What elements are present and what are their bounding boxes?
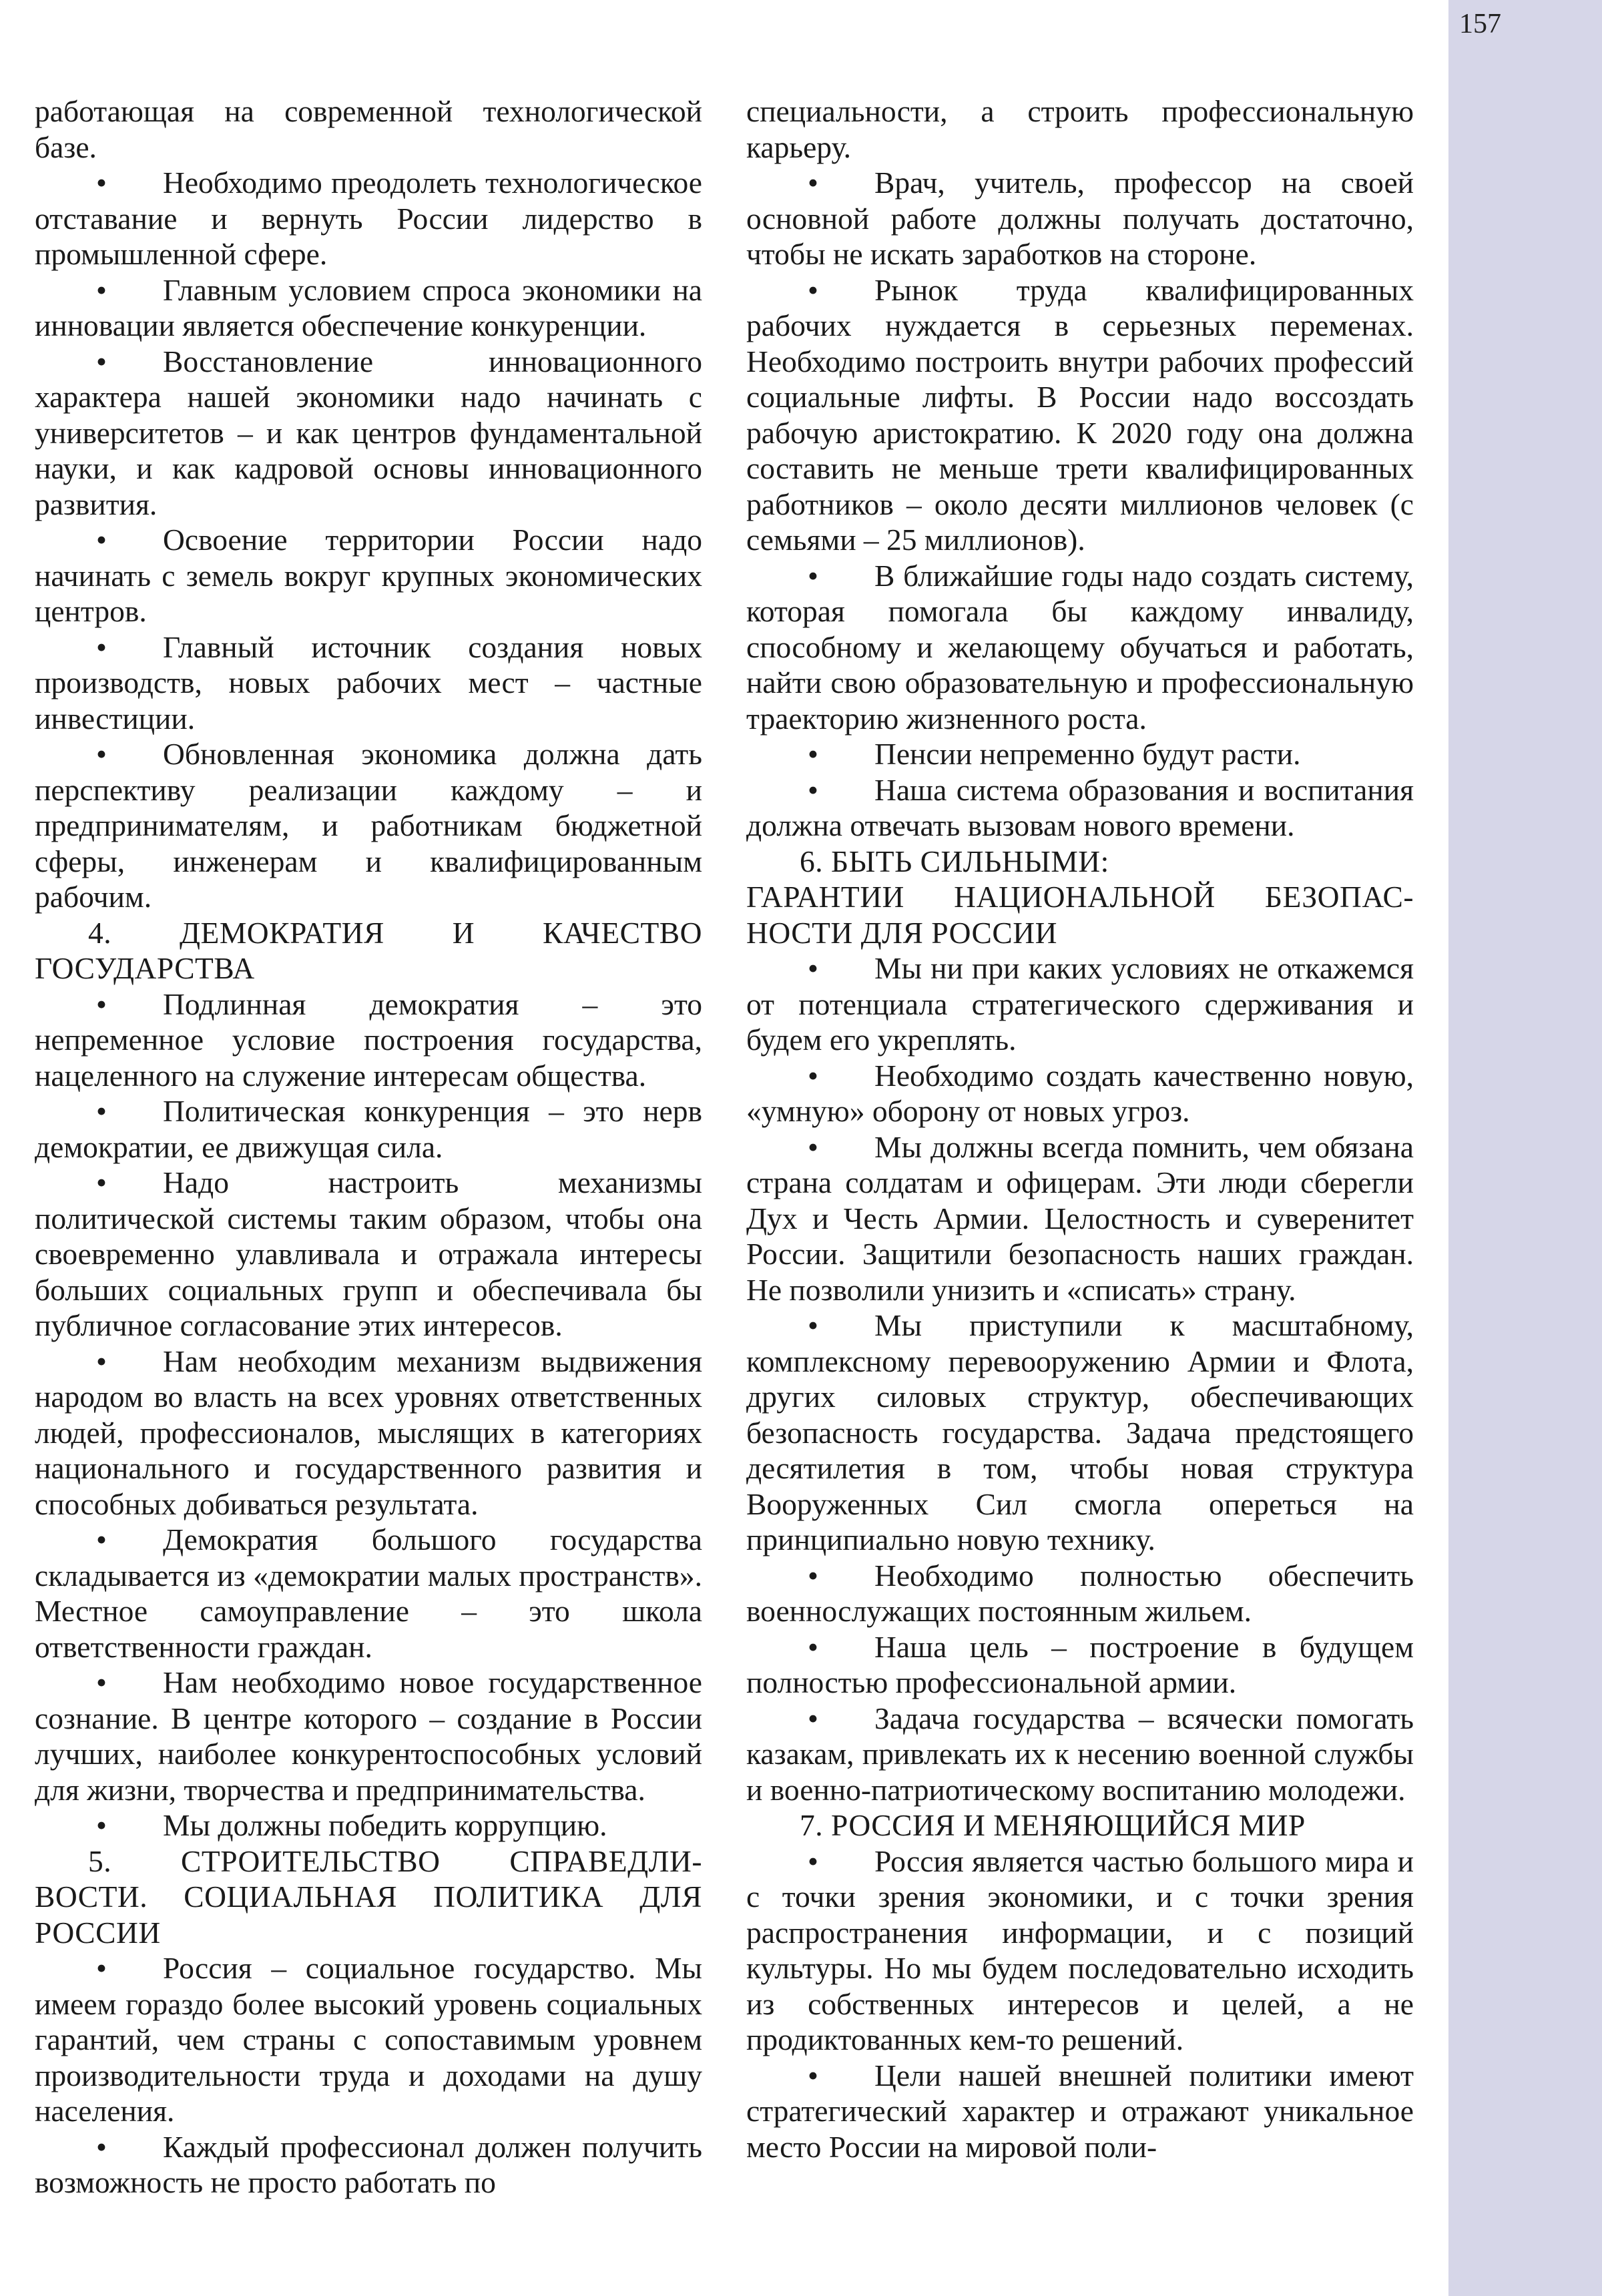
bullet-icon: • <box>96 1344 107 1378</box>
bullet-icon: • <box>96 1165 107 1199</box>
bullet-icon: • <box>96 629 107 664</box>
section-heading-6-line-2: ГАРАНТИИ НАЦИОНАЛЬНОЙ БЕЗОПАС- <box>746 880 1414 914</box>
bullet-icon: • <box>808 951 818 985</box>
list-item: • Наша система образования и воспитания должна отвечать вызовам нового времени. <box>746 772 1414 842</box>
list-item: • Врач, учитель, профессор на своей основной работе должны получать достаточно, чтобы не искать заработков на стороне. <box>746 166 1414 271</box>
list-item: • Задача государства – всячески помогать казакам, привлекать их к несению военной службы и военно-патриотическому воспитанию молодежи. <box>746 1701 1414 1807</box>
list-item: • Мы должны победить коррупцию. <box>96 1808 607 1842</box>
list-item: • В ближайшие годы надо создать систему, которая помогала бы каждому инвалиду, способному и желающему обучаться и работать, найти свою образовательную и профессиональную траекторию жизненного роста. <box>746 558 1414 736</box>
section-heading-7: 7. РОССИЯ И МЕНЯЮЩИЙСЯ МИР <box>800 1808 1306 1842</box>
list-item: • Политическая конкуренция – это нерв демократии, ее движущая сила. <box>35 1094 702 1164</box>
bullet-icon: • <box>808 1129 818 1164</box>
section-heading-6-line-3: НОСТИ ДЛЯ РОССИИ <box>746 915 1057 950</box>
right-column <box>746 93 1414 2165</box>
bullet-icon: • <box>808 166 818 200</box>
list-item: • Цели нашей внешней политики имеют стратегический характер и отражают уникальное место России на мировой поли- <box>746 2058 1414 2164</box>
bullet-icon: • <box>96 737 107 771</box>
bullet-icon: • <box>96 1522 107 1556</box>
list-item: • Пенсии непременно будут расти. <box>808 737 1301 771</box>
bullet-icon: • <box>96 1665 107 1699</box>
bullet-icon: • <box>808 737 818 771</box>
list-item: • Освоение территории России надо начинать с земель вокруг крупных экономических центров. <box>35 523 702 628</box>
section-heading-5-line-1: 5. СТРОИТЕЛЬСТВО СПРАВЕДЛИ- <box>88 1843 702 1878</box>
section-heading-6-line-1: 6. БЫТЬ СИЛЬНЫМИ: <box>800 844 1109 878</box>
bullet-icon: • <box>808 1058 818 1093</box>
list-item: • Необходимо преодолеть технологическое отставание и вернуть России лидерство в промышленной сфере. <box>35 166 702 271</box>
bullet-icon: • <box>96 2129 107 2164</box>
list-item: • Мы должны всегда помнить, чем обязана страна солдатам и офицерам. Эти люди сберегли Дух и Честь Армии. Целостность и суверенитет России. Защитили безопасность наших граждан. Не позволили унизить и «списать» страну. <box>746 1129 1414 1307</box>
left-column <box>35 93 702 2201</box>
list-item: • Необходимо создать качественно новую, «умную» оборону от новых угроз. <box>746 1058 1414 1128</box>
bullet-icon: • <box>96 1951 107 1985</box>
bullet-icon: • <box>808 272 818 307</box>
bullet-icon: • <box>96 1808 107 1842</box>
list-item: • Обновленная экономика должна дать перспективу реализации каждому – и предпринимателям, и работникам бюджетной сферы, инженерам и квалифицированным рабочим. <box>35 737 702 914</box>
bullet-icon: • <box>96 1094 107 1128</box>
list-item: • Мы приступили к масштабному, комплексному перевооружению Армии и Флота, других силовых структур, обеспечивающих безопасность государства. Задача предстоящего десятилетия в том, чтобы новая структура Вооруженных Сил смогла опереться на принципиально новую технику. <box>746 1308 1414 1556</box>
list-item: • Мы ни при каких условиях не откажемся от потенциала стратегического сдерживания и будем его укреплять. <box>746 951 1414 1057</box>
list-item: • Наша цель – построение в будущем полностью профессиональной армии. <box>746 1629 1414 1699</box>
section-heading-5-line-2: ВОСТИ. СОЦИАЛЬНАЯ ПОЛИТИКА ДЛЯ <box>35 1880 702 1914</box>
section-heading-4-line-1: 4. ДЕМОКРАТИЯ И КАЧЕСТВО <box>88 915 702 950</box>
list-item: • Главным условием спроса экономики на инновации является обеспечение конкуренции. <box>35 272 702 342</box>
bullet-icon: • <box>808 1843 818 1878</box>
bullet-icon: • <box>96 523 107 557</box>
bullet-icon: • <box>96 986 107 1021</box>
list-item: • Нам необходимо новое государственное сознание. В центре которого – создание в России лучших, наиболее конкурентоспособных условий для жизни, творчества и предпринимательства. <box>35 1665 702 1807</box>
list-item: • Необходимо полностью обеспечить военнослужащих постоянным жильем. <box>746 1558 1414 1628</box>
bullet-icon: • <box>808 2058 818 2092</box>
list-item: • Каждый профессионал должен получить возможность не просто работать по <box>35 2129 702 2199</box>
bullet-icon: • <box>808 1308 818 1342</box>
list-item: • Восстановление инновационного характера нашей экономики надо начинать с университетов – и как центров фундаментальной науки, и как кадровой основы инновационного развития. <box>35 344 702 521</box>
bullet-icon: • <box>96 344 107 378</box>
list-item: • Подлинная демократия – это непременное условие построения государства, нацеленного на служение интересам общества. <box>35 986 702 1093</box>
bullet-icon: • <box>808 1558 818 1593</box>
page-number: 157 <box>1459 9 1501 39</box>
bullet-icon: • <box>808 1629 818 1664</box>
list-item: • Рынок труда квалифицированных рабочих нуждается в серьезных переменах. Необходимо построить внутри рабочих профессий социальные лифты. В России надо воссоздать рабочую аристократию. К 2020 году она должна составить не меньше трети квалифицированных работников – около десяти миллионов человек (с семьями – 25 миллионов). <box>746 272 1414 557</box>
section-heading-5-line-3: РОССИИ <box>35 1915 161 1950</box>
section-heading-4-line-2: ГОСУДАРСТВА <box>35 951 255 985</box>
bullet-icon: • <box>808 1701 818 1735</box>
list-item: • Нам необходим механизм выдвижения народом во власть на всех уровнях ответственных людей, профессионалов, мыслящих в категориях национального и государственного развития и способных добиваться результата. <box>35 1344 702 1521</box>
paragraph-continuation: специальности, а строить профессиональную карьеру. <box>746 94 1414 164</box>
list-item: • Россия – социальное государство. Мы имеем гораздо более высокий уровень социальных гарантий, чем страны с сопоставимым уровнем производительности труда и доходами на душу населения. <box>35 1951 702 2128</box>
list-item: • Надо настроить механизмы политической системы таким образом, чтобы она своевременно улавливала и отражала интересы больших социальных групп и обеспечивала бы публичное согласование этих интересов. <box>35 1165 702 1342</box>
paragraph-continuation: работающая на современной технологической базе. <box>35 94 702 164</box>
page-side-band <box>1448 0 1602 2296</box>
bullet-icon: • <box>96 272 107 307</box>
list-item: • Демократия большого государства складывается из «демократии малых пространств». Местное самоуправление – это школа ответственности граждан. <box>35 1522 702 1664</box>
list-item: • Россия является частью большого мира и с точки зрения экономики, и с точки зрения распространения информации, и с позиций культуры. Но мы будем последовательно исходить из собственных интересов и целей, а не продиктованных кем-то решений. <box>746 1843 1414 2056</box>
bullet-icon: • <box>808 558 818 593</box>
bullet-icon: • <box>96 166 107 200</box>
bullet-icon: • <box>808 772 818 807</box>
list-item: • Главный источник создания новых производств, новых рабочих мест – частные инвестиции. <box>35 629 702 736</box>
